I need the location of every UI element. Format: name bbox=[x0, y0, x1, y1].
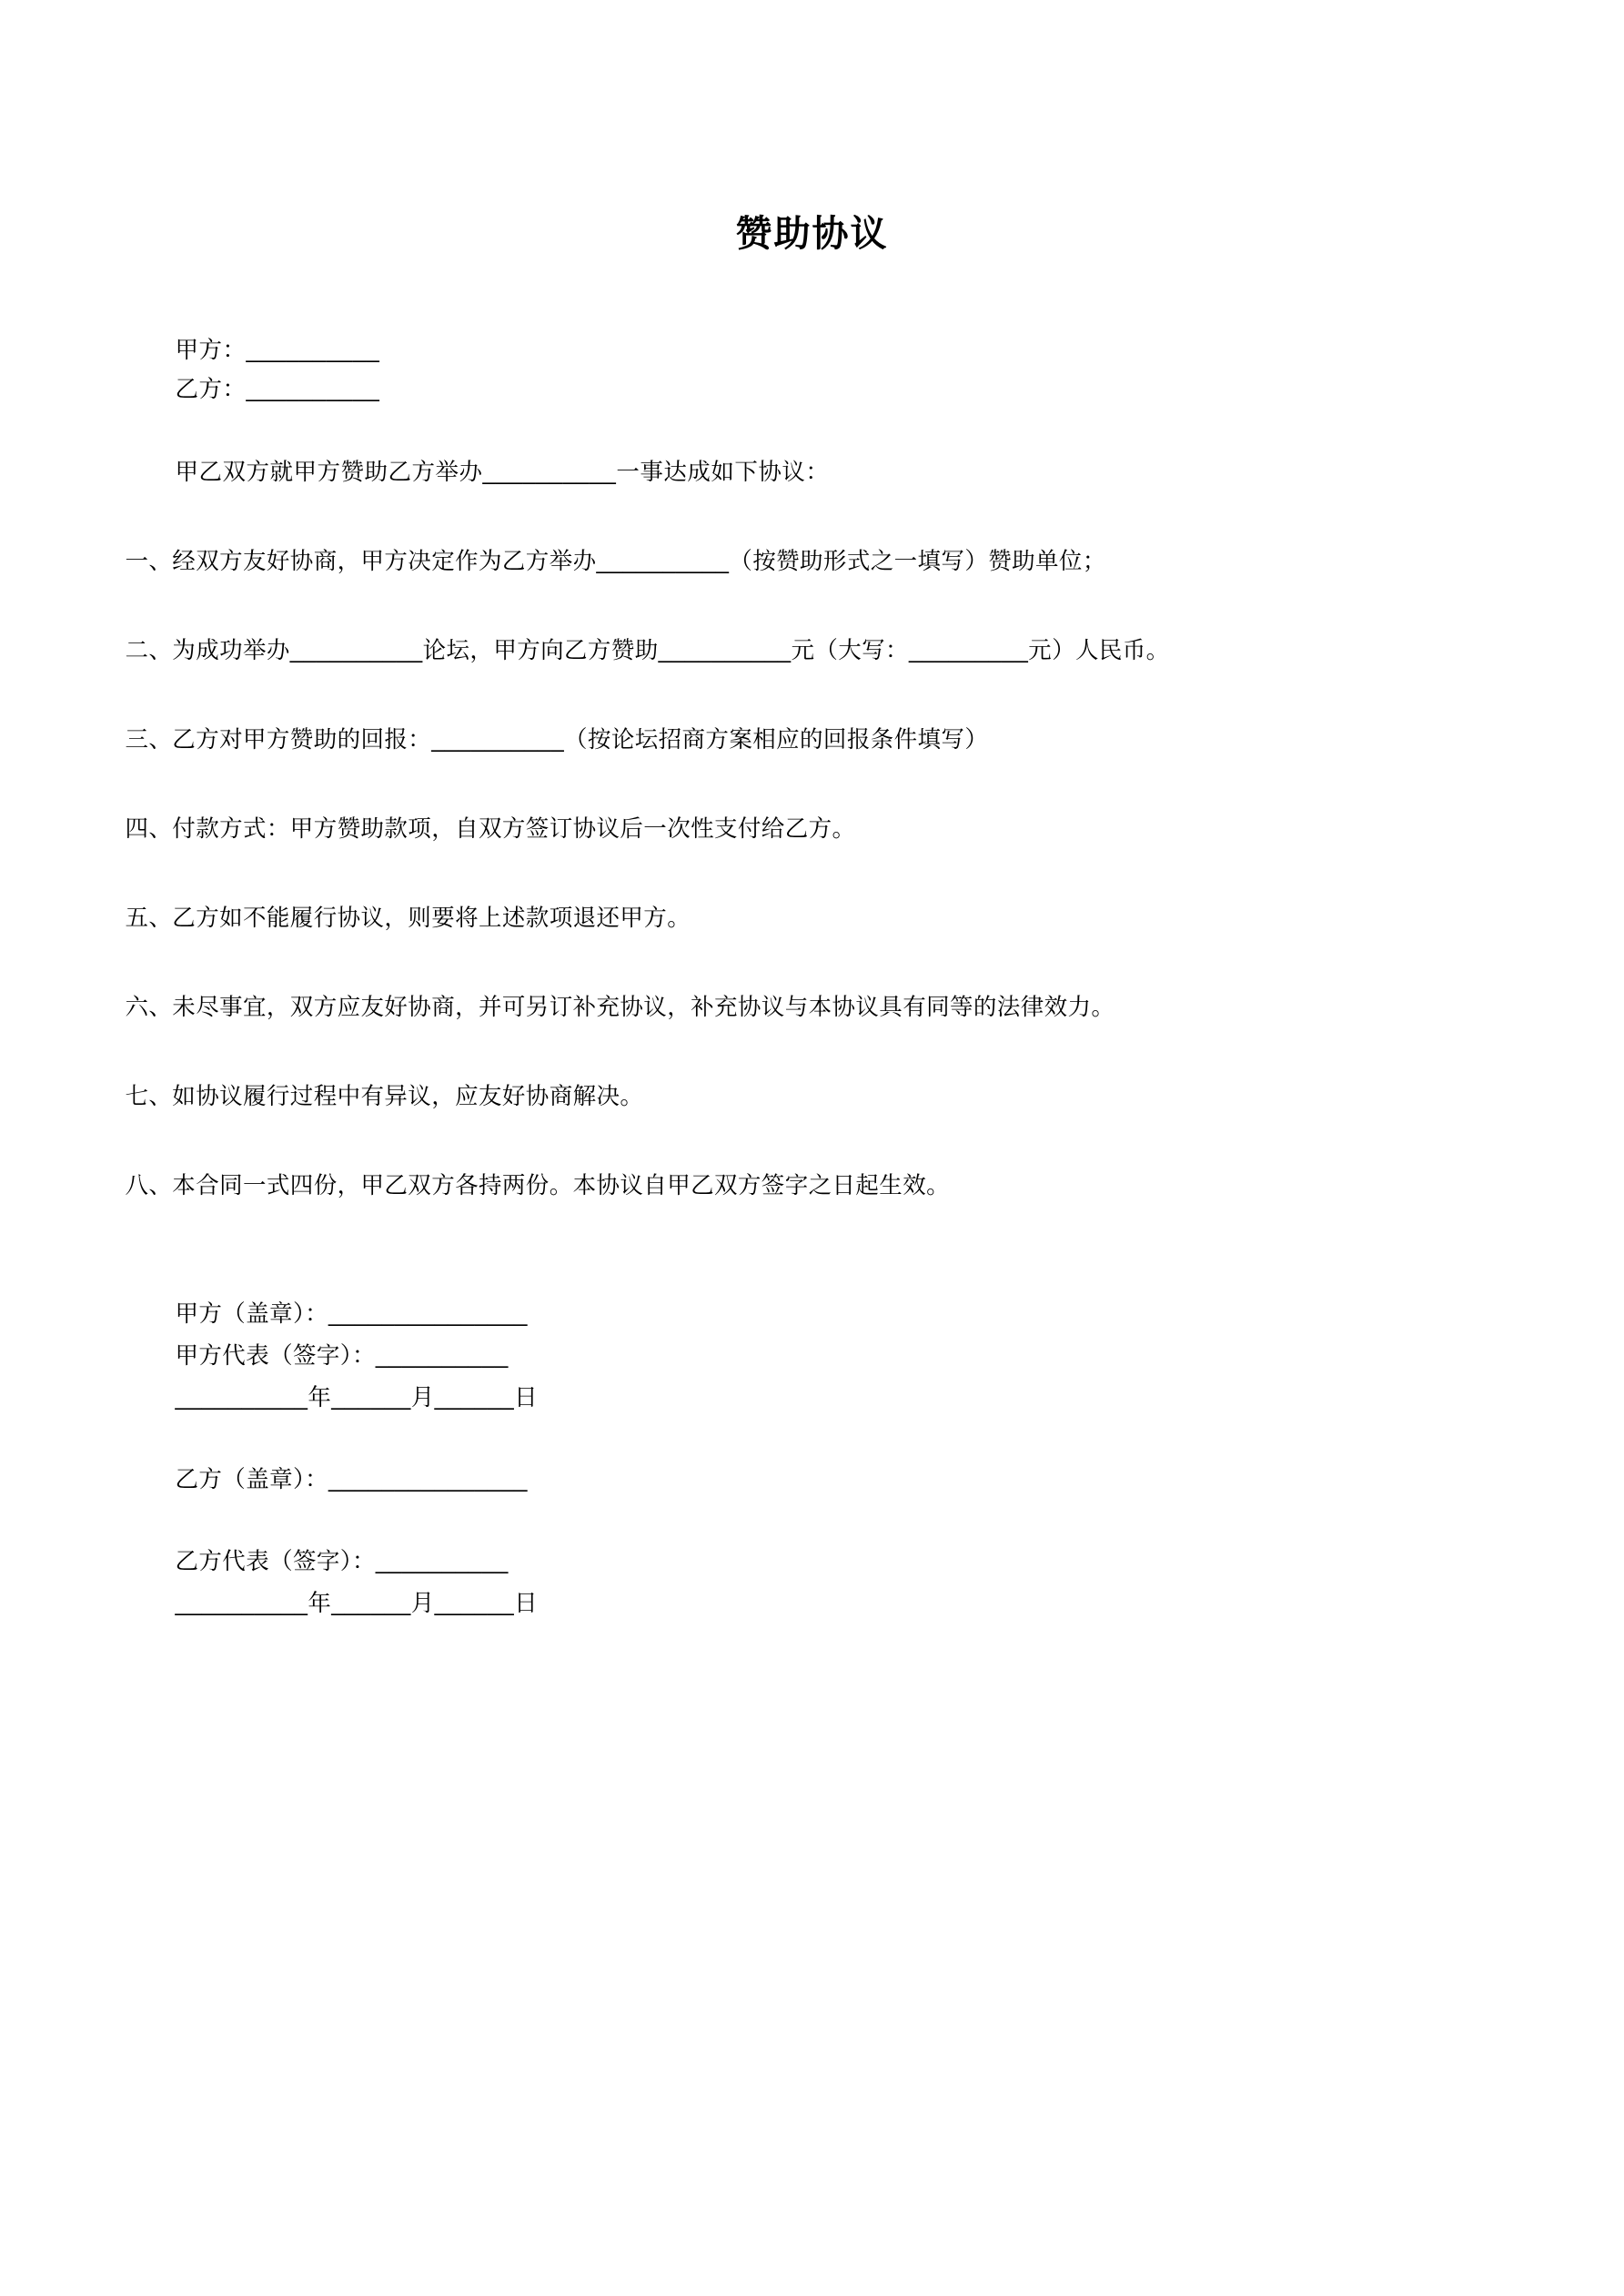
party-a-date-line: __________年______月______日 bbox=[175, 1385, 539, 1411]
party-b-date-line: __________年______月______日 bbox=[175, 1591, 539, 1616]
clause-5: 五、乙方如不能履行协议，则要将上述款项退还甲方。 bbox=[125, 905, 691, 931]
clause-2: 二、为成功举办__________论坛，甲方向乙方赞助__________元（大写：_________元）人民币。 bbox=[125, 638, 1170, 663]
party-a-line: 甲方：__________ bbox=[175, 338, 380, 363]
party-b-representative-line: 乙方代表（签字）：__________ bbox=[175, 1549, 509, 1574]
clause-1: 一、经双方友好协商，甲方决定作为乙方举办__________（按赞助形式之一填写）赞助单位； bbox=[125, 549, 1106, 574]
preamble-text: 甲乙双方就甲方赞助乙方举办__________一事达成如下协议： bbox=[175, 460, 830, 485]
preamble-block bbox=[176, 453, 1499, 492]
signature-block bbox=[176, 1293, 1499, 1624]
clause-3: 三、乙方对甲方赞助的回报：__________（按论坛招商方案相应的回报条件填写） bbox=[125, 727, 989, 753]
party-b-line: 乙方：__________ bbox=[175, 377, 380, 402]
clause-4: 四、付款方式：甲方赞助款项，自双方签订协议后一次性支付给乙方。 bbox=[125, 816, 856, 842]
document-body bbox=[126, 331, 1499, 1624]
clause-6: 六、未尽事宜，双方应友好协商，并可另订补充协议，补充协议与本协议具有同等的法律效力。 bbox=[125, 995, 1115, 1020]
party-b-seal-line: 乙方（盖章）：_______________ bbox=[175, 1467, 528, 1492]
page-title: 赞助协议 bbox=[735, 214, 889, 254]
clause-8: 八、本合同一式四份，甲乙双方各持两份。本协议自甲乙双方签字之日起生效。 bbox=[125, 1173, 951, 1199]
clause-7: 七、如协议履行过程中有异议，应友好协商解决。 bbox=[125, 1084, 644, 1109]
party-a-seal-line: 甲方（盖章）：_______________ bbox=[175, 1301, 528, 1327]
parties-block bbox=[176, 331, 1499, 410]
party-a-representative-line: 甲方代表（签字）：__________ bbox=[175, 1343, 509, 1369]
